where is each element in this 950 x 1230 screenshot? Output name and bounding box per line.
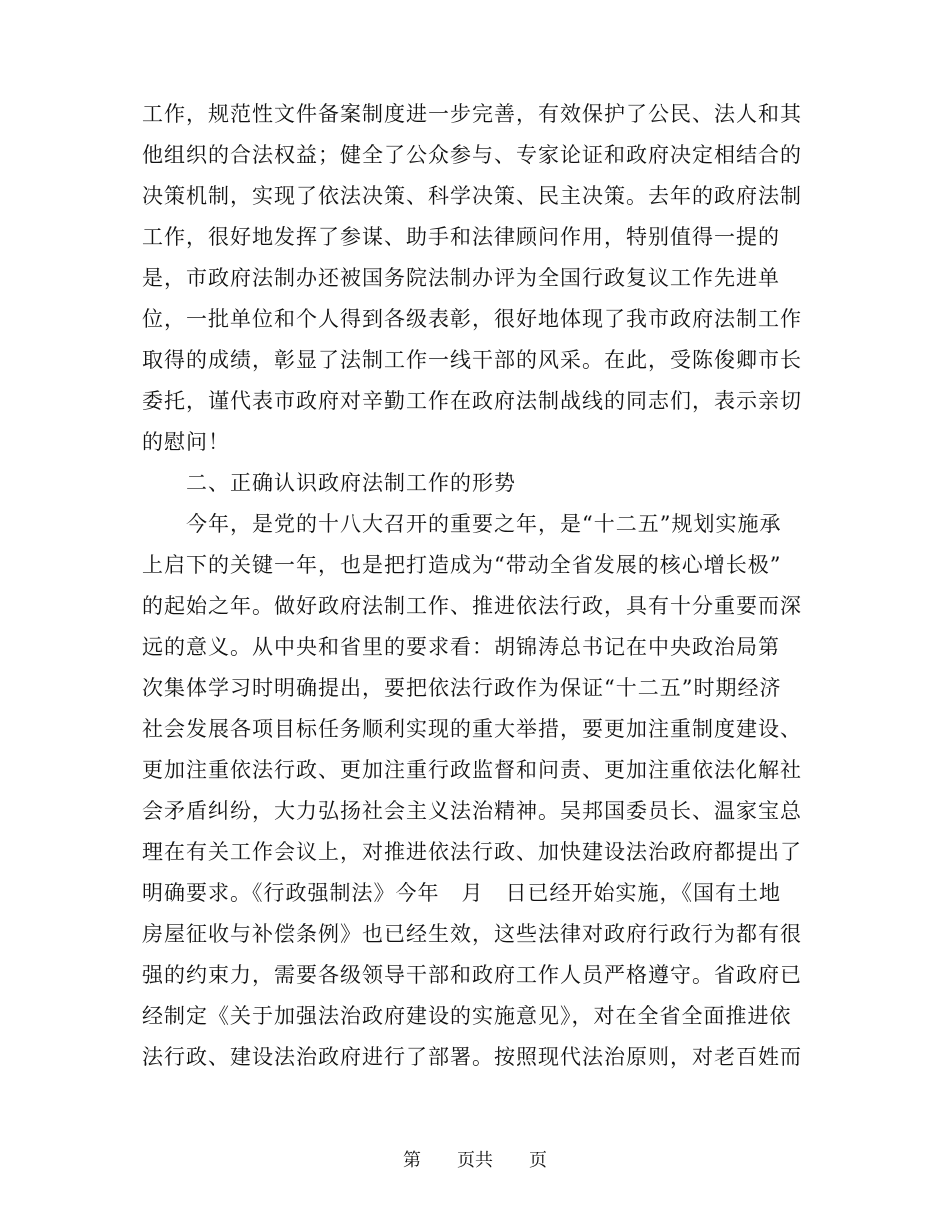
body-line: 的起始之年。做好政府法制工作、推进依法行政，具有十分重要而深: [142, 594, 802, 618]
body-line: 决策机制，实现了依法决策、科学决策、民主决策。去年的政府法制: [142, 184, 802, 208]
body-line: 远的意义。从中央和省里的要求看：胡锦涛总书记在中央政治局第: [142, 635, 780, 659]
body-line: 法行政、建设法治政府进行了部署。按照现代法治原则，对老百姓而: [142, 1045, 802, 1069]
body-line: 今年，是党的十八大召开的重要之年，是“十二五”规划实施承: [142, 512, 782, 536]
body-line: 更加注重依法行政、更加注重行政监督和问责、更加注重依法化解社: [142, 758, 802, 782]
body-line: 上启下的关键一年，也是把打造成为“带动全省发展的核心增长极”: [142, 553, 782, 577]
body-line: 理在有关工作会议上，对推进依法行政、加快建设法治政府都提出了: [142, 840, 802, 864]
body-line: 房屋征收与补偿条例》也已经生效，这些法律对政府行政行为都有很: [142, 922, 802, 946]
body-line: 工作，规范性文件备案制度进一步完善，有效保护了公民、法人和其: [142, 102, 802, 126]
body-line: 工作，很好地发挥了参谋、助手和法律顾问作用，特别值得一提的: [142, 225, 780, 249]
body-line: 社会发展各项目标任务顺利实现的重大举措，要更加注重制度建设、: [142, 717, 802, 741]
body-line: 他组织的合法权益；健全了公众参与、专家论证和政府决定相结合的: [142, 143, 802, 167]
body-line: 经制定《关于加强法治政府建设的实施意见》，对在全省全面推进依: [142, 1004, 792, 1028]
body-line: 委托，谨代表市政府对辛勤工作在政府法制战线的同志们，表示亲切: [142, 389, 802, 413]
section-heading: 二、正确认识政府法制工作的形势: [142, 471, 516, 495]
body-line: 明确要求。《行政强制法》今年 月 日已经开始实施，《国有土地: [142, 881, 781, 905]
body-line: 次集体学习时明确提出，要把依法行政作为保证“十二五”时期经济: [142, 676, 782, 700]
body-line: 强的约束力，需要各级领导干部和政府工作人员严格遵守。省政府已: [142, 963, 802, 987]
body-line: 是，市政府法制办还被国务院法制办评为全国行政复议工作先进单: [142, 266, 780, 290]
body-line: 取得的成绩，彰显了法制工作一线干部的风采。在此，受陈俊卿市长: [142, 348, 802, 372]
body-line: 会矛盾纠纷，大力弘扬社会主义法治精神。吴邦国委员长、温家宝总: [142, 799, 802, 823]
body-line: 的慰问！: [142, 430, 230, 454]
page-footer: 第 页共 页: [403, 1150, 547, 1171]
body-line: 位，一批单位和个人得到各级表彰，很好地体现了我市政府法制工作: [142, 307, 802, 331]
